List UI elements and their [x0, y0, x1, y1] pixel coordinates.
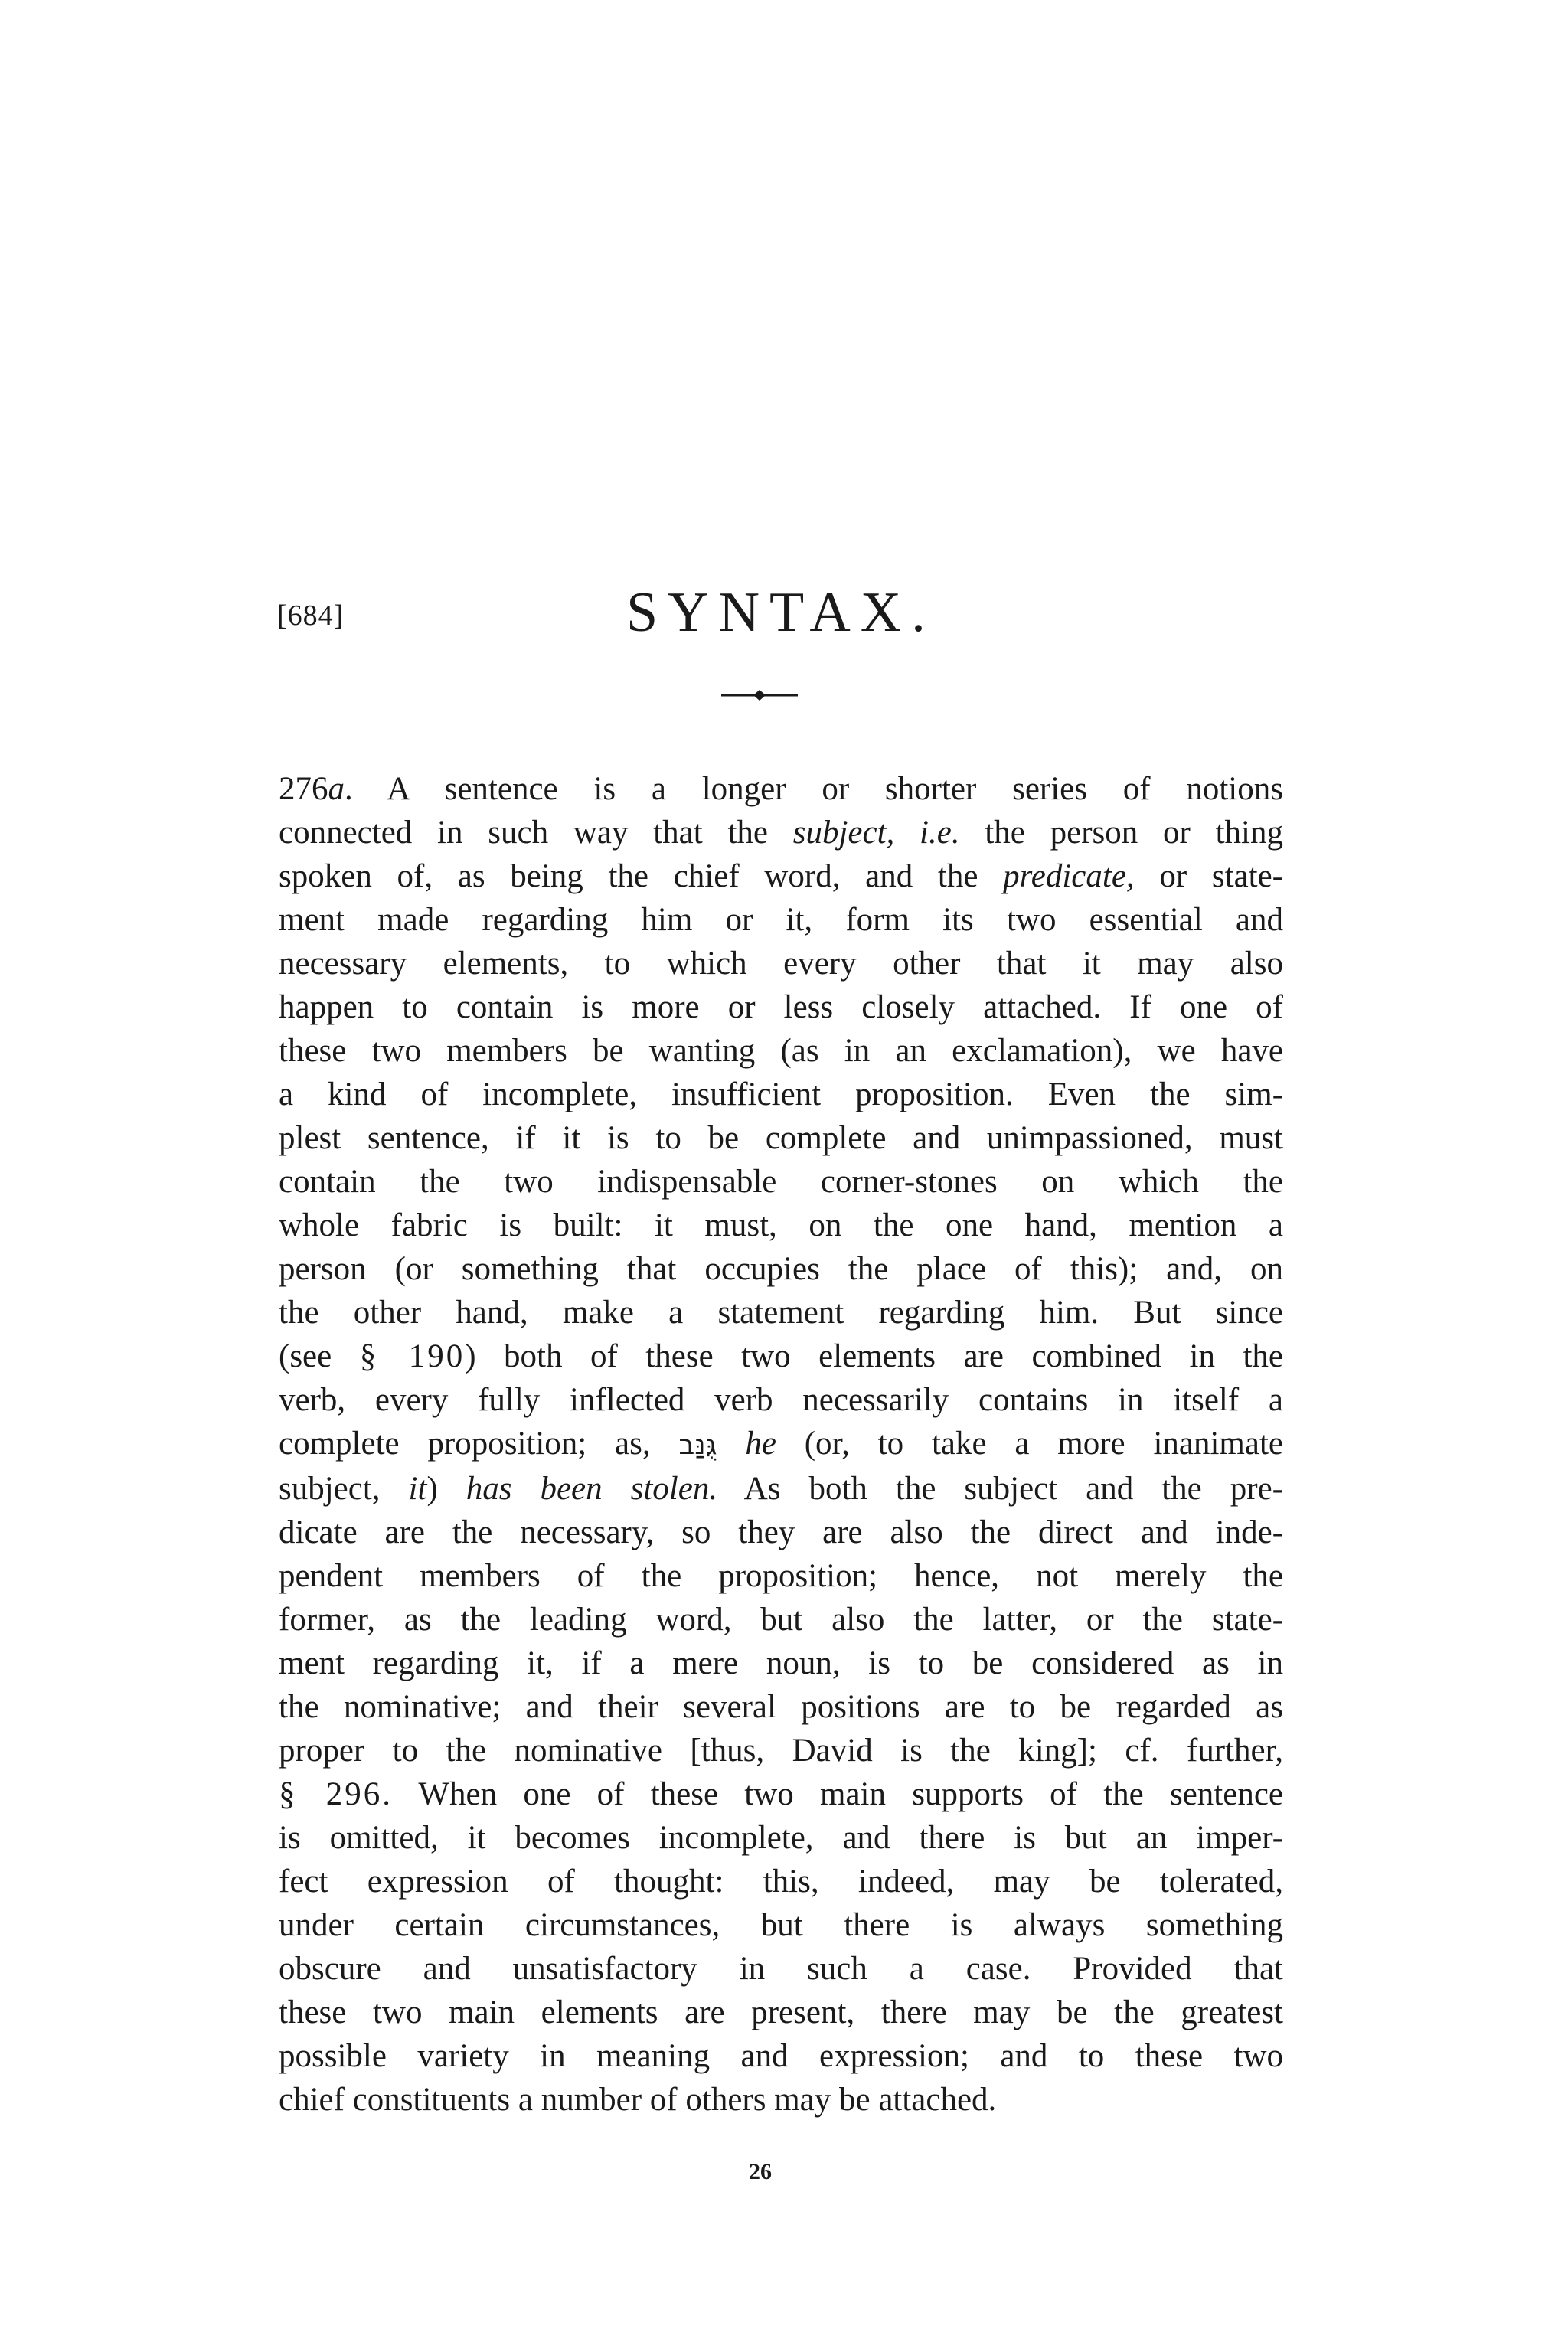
text-line	[279, 1685, 1283, 1729]
text-line	[279, 1116, 1283, 1160]
text-run: ) both of these two elements are combined in the	[465, 1338, 1283, 1374]
text-run: the person or thing	[959, 815, 1283, 851]
text-run: subject,	[279, 1471, 409, 1507]
text-line	[279, 767, 1283, 811]
text-run: plest sentence, if it is to be complete and unimpassioned, must	[279, 1120, 1283, 1156]
page-number-bracket: [684]	[277, 599, 345, 632]
text-line	[279, 1467, 1283, 1511]
text-run: 276	[279, 771, 328, 807]
text-line	[279, 1991, 1283, 2034]
text-run: the nominative; and their several positions are to be regarded as	[279, 1689, 1283, 1725]
text-run: complete proposition; as,	[279, 1426, 679, 1462]
text-line	[279, 942, 1283, 985]
text-line	[279, 1947, 1283, 1991]
text-run: chief constituents a number of others may be attached.	[279, 2082, 997, 2118]
section-276a-paragraph	[279, 767, 1283, 2122]
text-line	[279, 1729, 1283, 1772]
signature-mark: 26	[749, 2159, 772, 2184]
text-run: these two main elements are present, there may be the greatest	[279, 1994, 1283, 2030]
text-line	[279, 1204, 1283, 1247]
text-line	[279, 811, 1283, 854]
text-line	[279, 1422, 1283, 1467]
text-run: possible variety in meaning and expression; and to these two	[279, 2038, 1283, 2074]
text-run: is omitted, it becomes incomplete, and there is but an imper-	[279, 1820, 1283, 1856]
text-line	[279, 1334, 1283, 1378]
text-run: spoken of, as being the chief word, and the	[279, 858, 1004, 894]
text-line	[279, 1029, 1283, 1073]
text-line	[279, 985, 1283, 1029]
italic-text: it	[408, 1471, 427, 1507]
text-line	[279, 1816, 1283, 1860]
text-line	[279, 1772, 1283, 1816]
text-run: fect expression of thought: this, indeed, may be tolerated,	[279, 1864, 1283, 1900]
text-line	[279, 1598, 1283, 1642]
text-run: former, as the leading word, but also the latter, or the state-	[279, 1602, 1283, 1638]
text-run: (or, to take a more inanimate	[776, 1426, 1283, 1462]
text-line	[279, 1073, 1283, 1116]
text-run: contain the two indispensable corner-stones on which the	[279, 1164, 1283, 1200]
text-line	[279, 1860, 1283, 1903]
text-run: ment made regarding him or it, form its two essential and	[279, 902, 1283, 938]
text-run: or state-	[1134, 858, 1283, 894]
hebrew-word: גֻּנַּב	[678, 1429, 717, 1461]
page-title: SYNTAX.	[626, 581, 936, 644]
italic-text: predicate,	[1003, 858, 1135, 894]
text-run: connected in such way that the	[279, 815, 793, 851]
text-run: When one of these two main supports of the sentence	[392, 1776, 1283, 1812]
text-run: the other hand, make a statement regarding him. But since	[279, 1295, 1283, 1331]
text-run: dicate are the necessary, so they are also the direct and inde-	[279, 1514, 1283, 1550]
text-line	[279, 1903, 1283, 1947]
text-line	[279, 1291, 1283, 1334]
text-line	[279, 898, 1283, 942]
italic-text: a	[328, 771, 345, 807]
text-run: As both the subject and the pre-	[717, 1471, 1283, 1507]
text-run: whole fabric is built: it must, on the one hand, mention a	[279, 1207, 1283, 1243]
text-line	[279, 1160, 1283, 1204]
text-run: a kind of incomplete, insufficient proposition. Even the sim-	[279, 1076, 1283, 1112]
text-run: (see	[279, 1338, 360, 1374]
text-line	[279, 854, 1283, 898]
text-run: ment regarding it, if a mere noun, is to be considered as in	[279, 1645, 1283, 1681]
text-run: necessary elements, to which every other that it may also	[279, 946, 1283, 982]
section-reference: § 296.	[279, 1776, 393, 1812]
text-line	[279, 2034, 1283, 2078]
text-run: under certain circumstances, but there is always something	[279, 1907, 1283, 1943]
text-run: pendent members of the proposition; hence, not merely the	[279, 1558, 1283, 1594]
text-run: these two members be wanting (as in an exclamation), we have	[279, 1033, 1283, 1069]
text-run: verb, every fully inflected verb necessarily contains in itself a	[279, 1382, 1283, 1418]
text-run: )	[426, 1471, 466, 1507]
text-line	[279, 2078, 1283, 2122]
text-run: happen to contain is more or less closely attached. If one of	[279, 989, 1283, 1025]
text-run: obscure and unsatisfactory in such a case. Provided that	[279, 1951, 1283, 1987]
text-line	[279, 1511, 1283, 1554]
text-run: person (or something that occupies the place of this); and, on	[279, 1251, 1283, 1287]
italic-text: has been stolen.	[466, 1471, 718, 1507]
italic-text: he	[745, 1426, 776, 1462]
text-line	[279, 1378, 1283, 1422]
text-run: . A sentence is a longer or shorter series of notions	[345, 771, 1283, 807]
text-line	[279, 1554, 1283, 1598]
text-run	[717, 1426, 746, 1462]
text-run: proper to the nominative [thus, David is the king]; cf. further,	[279, 1733, 1283, 1769]
italic-text: subject, i.e.	[792, 815, 960, 851]
text-line	[279, 1642, 1283, 1685]
section-reference: § 190	[359, 1338, 466, 1374]
title-ornament	[720, 688, 799, 703]
text-line	[279, 1247, 1283, 1291]
